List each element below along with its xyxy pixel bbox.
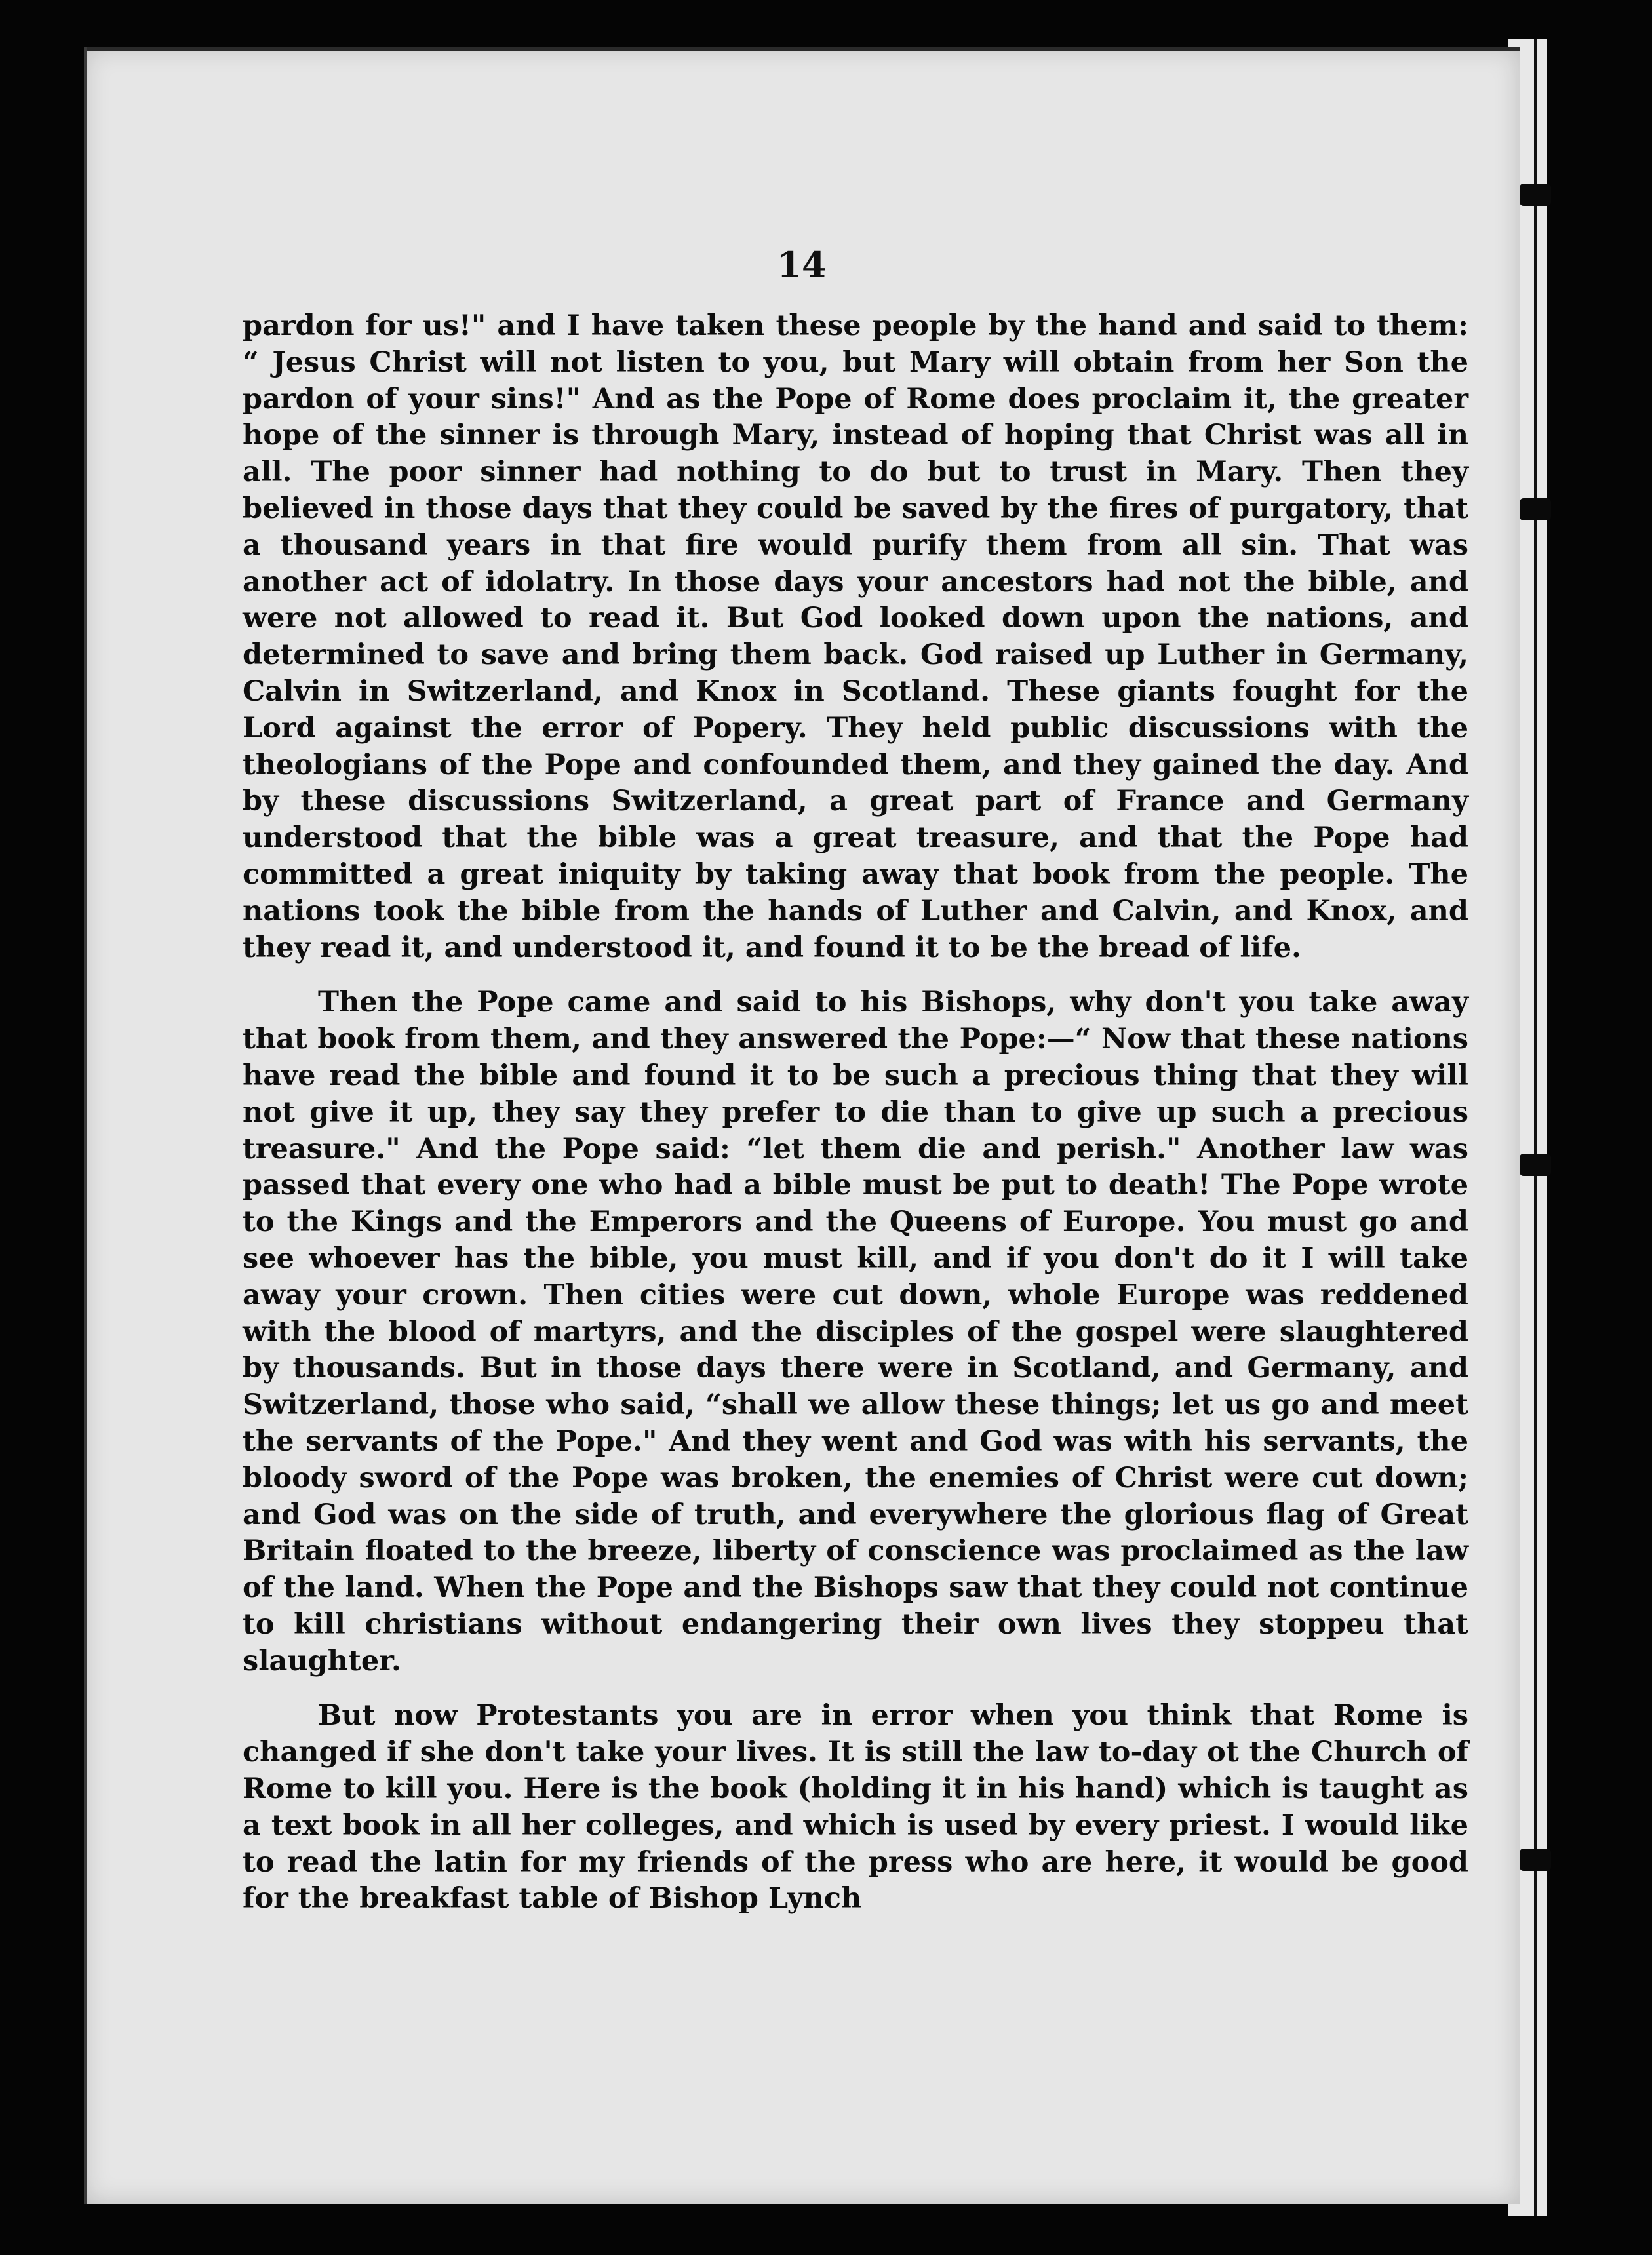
binding-stitch (1520, 1154, 1551, 1176)
page-top-edge (84, 47, 1520, 51)
document-page (84, 47, 1520, 2204)
paragraph-3: But now Protestants you are in error when you think that Rome is changed if she don't take your lives. It is still the law to-day ot the Church of Rome to kill you. Here is the book (holding it in his hand) which is taught as a text book in all her colleges, and which is used by every priest. I would like to read the latin for my friends of the press who are here, it would be good for the breakfast table of Bishop Lynch (243, 1699, 1468, 1915)
binding-stitch (1520, 184, 1551, 206)
body-text (243, 308, 1468, 1917)
binding-stitch (1520, 1849, 1551, 1871)
page-left-edge (84, 47, 87, 2204)
page-number: 14 (777, 244, 827, 286)
binding-line (1534, 39, 1537, 2216)
binding-stitch (1520, 498, 1551, 520)
paragraph-1: pardon for us!" and I have taken these people by the hand and said to them: “ Jesus Christ will not listen to you, but Mary will obtain from her Son the pardon of your sins!" And as the Pope of Rome does proclaim it, the greater hope of the sinner is through Mary, instead of hoping that Christ was all in all. The poor sinner had nothing to do but to trust in Mary. Then they believed in those days that they could be saved by the fires of purgatory, that a thousand years in that fire would purify them from all sin. That was another act of idolatry. In those days your ancestors had not the bible, and were not allowed to read it. But God looked down upon the nations, and determined to save and bring them back. God raised up Luther in Germany, Calvin in Switzerland, and Knox in Scotland. These giants fought for the Lord against the error of Popery. They held public discussions with the theologians of the Pope and confounded them, and they gained the day. And by these discussions Switzerland, a great part of France and Germany understood that the bible was a great treasure, and that the Pope had committed a great iniquity by taking away that book from the people. The nations took the bible from the hands of Luther and Calvin, and Knox, and they read it, and understood it, and found it to be the bread of life. (243, 309, 1468, 964)
paragraph-2: Then the Pope came and said to his Bishops, why don't you take away that book from them, and they answered the Pope:—“ Now that these nations have read the bible and found it to be such a precious thing that they will not give it up, they say they prefer to die than to give up such a precious treasure." And the Pope said: “let them die and perish." Another law was passed that every one who had a bible must be put to death! The Pope wrote to the Kings and the Emperors and the Queens of Europe. You must go and see whoever has the bible, you must kill, and if you don't do it I will take away your crown. Then cities were cut down, whole Europe was reddened with the blood of martyrs, and the disciples of the gospel were slaughtered by thousands. But in those days there were in Scotland, and Germany, and Switzerland, those who said, “shall we allow these things; let us go and meet the servants of the Pope." And they went and God was with his servants, the bloody sword of the Pope was broken, the enemies of Christ were cut down; and God was on the side of truth, and everywhere the glorious flag of Great Britain floated to the breeze, liberty of conscience was proclaimed as the law of the land. When the Pope and the Bishops saw that they could not continue to kill christians without endangering their own lives they stoppeu that slaughter. (243, 986, 1468, 1677)
